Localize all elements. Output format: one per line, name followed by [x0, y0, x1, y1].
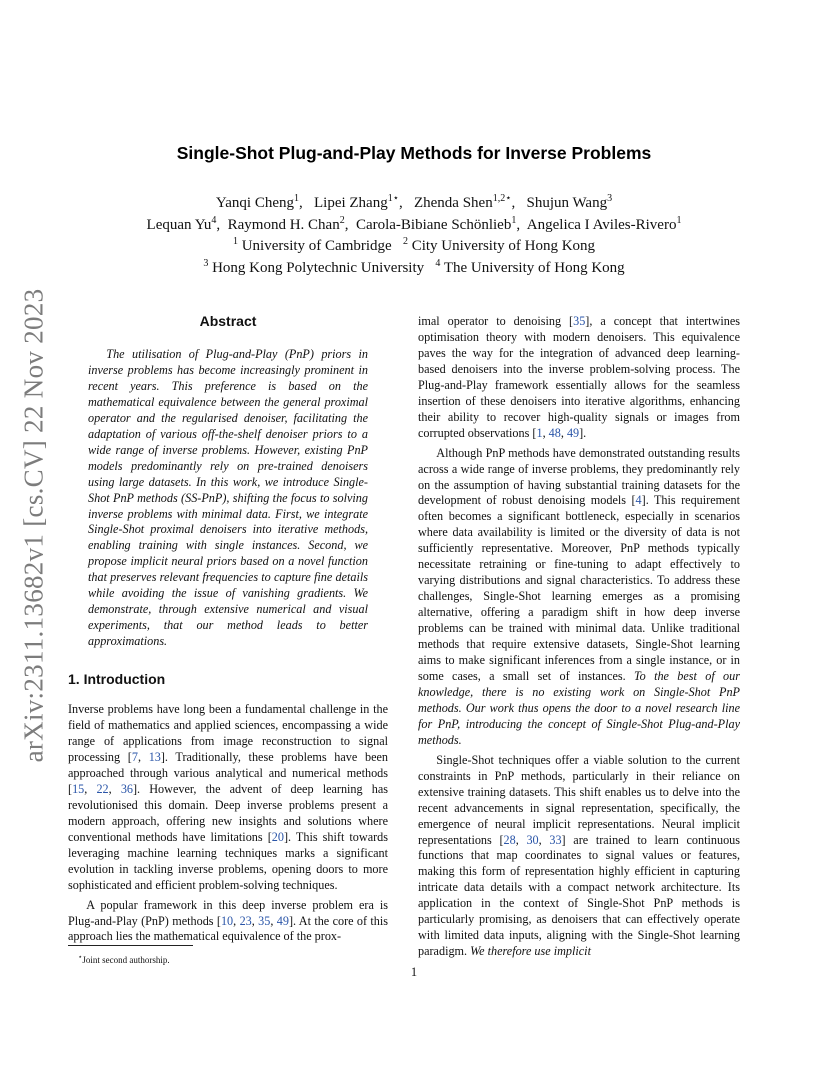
body-paragraph: Inverse problems have long been a fundamental challenge in the field of mathematics and applied sciences, encompassing a wide range of applications from image reconstruction to signal processing [7, 13]. Traditionally, these problems have been approached through various analytical and numerical methods [15, 22, 36]. However, the advent of deep learning has revolutionised this domain. Deep inverse problems present a modern approach, offering new insights and solutions where conventional methods have limitations [20]. This shift towards leveraging machine learning techniques marks a significant evolution in tackling inverse problems, opening doors to more sophisticated and efficient problem-solving techniques. [68, 702, 389, 892]
citation-link: 7 [131, 749, 138, 764]
citation-link: 30 [526, 832, 539, 847]
citation-link: 36 [120, 781, 133, 796]
citation-link: 1 [536, 425, 543, 440]
introduction-heading: 1. Introduction [68, 671, 166, 688]
citation-link: 35 [258, 913, 271, 928]
arxiv-id-text: arXiv:2311.13682v1 [cs.CV] 22 Nov 2023 [18, 288, 49, 762]
author-affiliation-mark: 1,2⋆ [492, 193, 512, 204]
author-list [0, 193, 828, 236]
citation-link: 49 [566, 425, 580, 440]
author-affiliation-mark: 1⋆ [387, 193, 399, 204]
affiliation-name: University of Cambridge [241, 238, 392, 254]
author-affiliation-mark: 2 [339, 214, 345, 226]
author-line-1: Yanqi Cheng$^1$, Lipei Zhang$^{1⋆}$, Zhenda Shen$^{1,2⋆}$, Shujun Wang$^3$ [215, 193, 613, 211]
author-name: Lipei Zhang [313, 195, 388, 211]
author-affiliation-mark: 1 [293, 193, 299, 204]
author-line-2: Lequan Yu$^4$, Raymond H. Chan$^2$, Carola-Bibiane Schönlieb$^1$, Angelica I Aviles-Rivero$^1$ [146, 214, 682, 233]
author-name: Angelica I Aviles-Rivero [526, 216, 677, 233]
footnote [78, 951, 170, 966]
footnote-divider [68, 945, 193, 946]
body-paragraph: imal operator to denoising [35], a concept that intertwines optimisation theory with modern denoisers. This equivalence paves the way for the integration of advanced deep learning-based denoisers into the inverse problem-solving process. The Plug-and-Play framework essentially allows for the seamless insertion of these denoisers into iterative algorithms, enhancing their ability to recover high-quality signals or images from corrupted observations [1, 48, 49]. [418, 314, 741, 440]
citation-link: 10 [220, 913, 234, 928]
author-affiliation-mark: 3 [607, 193, 613, 204]
author-name: Raymond H. Chan [227, 216, 340, 233]
citation-link: 20 [271, 829, 284, 844]
abstract-text: The utilisation of Plug-and-Play (PnP) priors in inverse problems has become increasingly prominent in recent years. This preference is based on the mathematical equivalence between the general proximal operator and the regularised denoiser, facilitating the adaptation of various off-the-shelf denoiser priors to a wide range of inverse problems. However, existing PnP models predominantly rely on pre-trained denoisers using large datasets. In this work, we introduce Single-Shot PnP methods (SS-PnP), shifting the focus to solving inverse problems with minimal data. First, we integrate Single-Shot proximal denoisers into iterative methods, enabling training with single instances. Second, we propose implicit neural priors based on a novel function that preserves relevant frequencies to capture fine details while avoiding the issue of vanishing gradients. We demonstrate, through extensive numerical and visual experiments, that our method leads to better approximations. [88, 347, 368, 649]
affiliation-line-2 [0, 258, 828, 280]
arxiv-identifier-stamp [14, 280, 54, 770]
author-name: Carola-Bibiane Schönlieb [355, 216, 512, 233]
emphasized-text: To the best of our knowledge, there is no existing work on Single-Shot PnP methods. Our work thus opens the door to a novel research line for PnP, introducing the concept of Single-Shot Plug-and-Play methods. [418, 668, 740, 747]
body-paragraph: Although PnP methods have demonstrated outstanding results across a wide range of inverse problems, they predominantly rely on the assumption of having substantial training datasets for the development of robust denoising models [4]. This requirement often becomes a significant bottleneck, especially in scenarios where data availability is limited or the diversity of data is not sufficiently representative. Moreover, PnP methods typically necessitate retraining or fine-tuning to adapt effectively to varying distributions and signal characteristics. To address these challenges, Single-Shot learning emerges as a promising alternative, offering a paradigm shift in how deep inverse problems can be trained with minimal data. Unlike traditional methods that require extensive datasets, Single-Shot learning aims to make significant inferences from a single instance, or in some cases, a small set of instances. To the best of our knowledge, there is no existing work on Single-Shot PnP methods. Our work thus opens the door to a novel research line for PnP, introducing the concept of Single-Shot Plug-and-Play methods. [418, 445, 740, 747]
page-number: 1 [410, 965, 418, 979]
author-affiliation-mark: 4 [211, 214, 217, 226]
affiliation-list [0, 236, 828, 279]
body-paragraph: Single-Shot techniques offer a viable solution to the current constraints in PnP methods, particularly in their reliance on extensive training datasets. This shift enables us to delve into the recent advancements in signal representation, specifically, the emergence of neural implicit representations. Neural implicit representations [28, 30, 33] are trained to learn continuous functions that map coordinates to signal values or features, making this form of representation highly efficient in capturing intricate data details with a compact network architecture. Its application in the context of Single-Shot PnP methods is particularly promising, as denoisers that can effectively operate with limited data inputs, aligning with the Single-Shot learning paradigm. We therefore use implicit [418, 752, 741, 959]
citation-link: 49 [276, 913, 289, 928]
citation-link: 28 [503, 832, 516, 847]
footnote-text: Joint second authorship. [82, 955, 170, 965]
citation-link: 15 [72, 781, 85, 796]
affiliation-line-1 [0, 236, 828, 258]
affiliation-name: City University of Hong Kong [411, 238, 596, 254]
right-column [418, 314, 740, 960]
affiliation-index: 4 [435, 257, 441, 269]
author-affiliation-mark: 1 [511, 214, 517, 226]
body-paragraph: A popular framework in this deep inverse problem era is Plug-and-Play (PnP) methods [10, 23, 35, 49]. At the core of this approach lies the mathematical equivalence of the prox- [68, 897, 389, 944]
citation-link: 48 [548, 425, 561, 440]
citation-link: 35 [573, 314, 586, 328]
abstract-heading: Abstract [199, 313, 257, 329]
citation-link: 22 [96, 781, 109, 796]
affiliation-index: 3 [203, 257, 209, 269]
footnote-mark: ⋆ [78, 953, 83, 961]
right-body-text [418, 314, 740, 960]
author-name: Lequan Yu [146, 216, 212, 233]
affiliation-name: The University of Hong Kong [443, 259, 625, 276]
author-name: Yanqi Cheng [215, 195, 294, 211]
citation-link: 4 [635, 493, 642, 508]
left-column [68, 313, 388, 945]
author-affiliation-mark: 1 [676, 214, 682, 226]
citation-link: 33 [549, 832, 562, 847]
affiliation-index: 2 [402, 236, 408, 247]
author-name: Zhenda Shen [413, 195, 493, 211]
citation-link: 23 [239, 913, 252, 928]
affiliation-name: Hong Kong Polytechnic University [212, 259, 425, 276]
left-body-text [68, 702, 388, 945]
author-name: Shujun Wang [526, 195, 608, 211]
paper-title: Single-Shot Plug-and-Play Methods for Inverse Problems [176, 143, 652, 163]
affiliation-index: 1 [232, 236, 238, 247]
emphasized-text: We therefore use implicit [470, 944, 591, 959]
citation-link: 13 [148, 749, 161, 764]
